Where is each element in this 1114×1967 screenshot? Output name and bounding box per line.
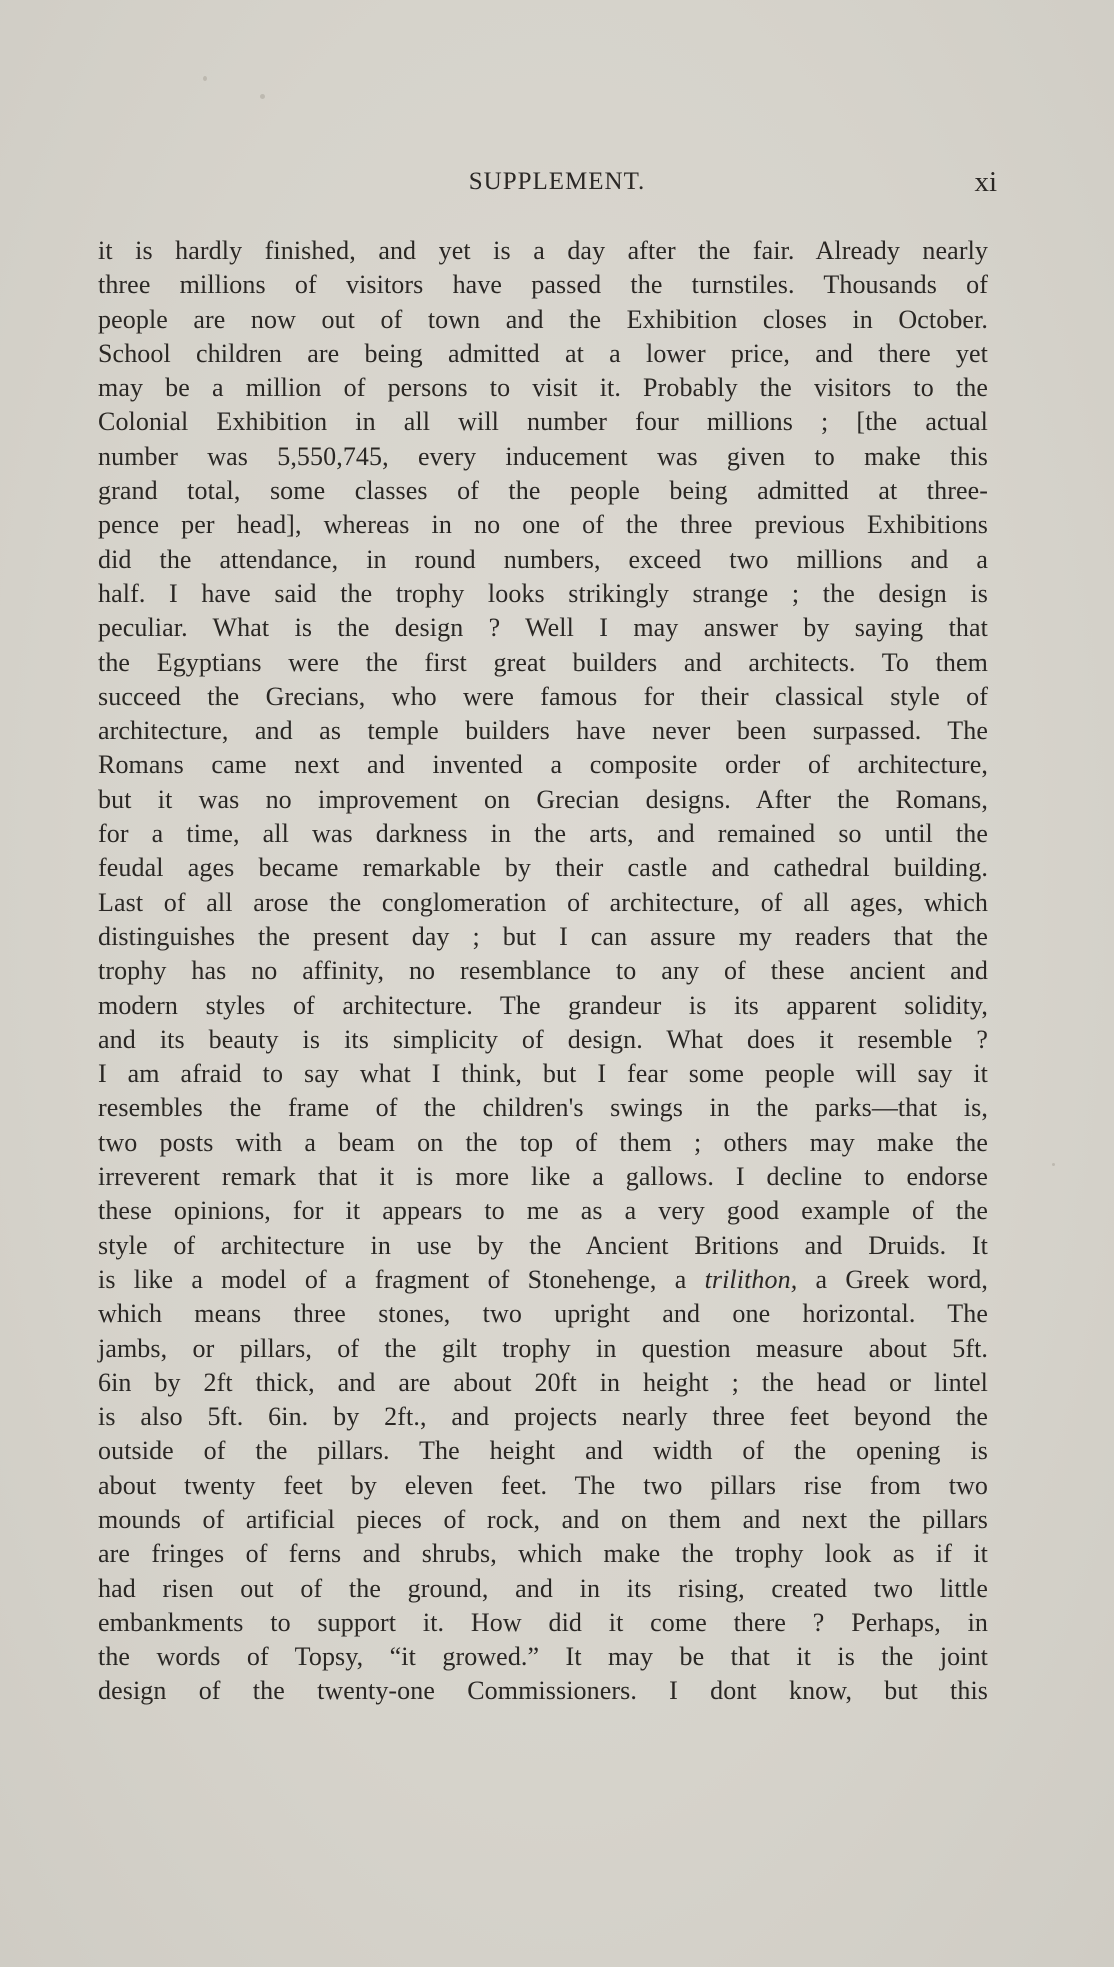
text-line: jambs, or pillars, of the gilt trophy in question measure about 5ft. <box>98 1333 988 1363</box>
text-line: for a time, all was darkness in the arts, and remained so until the <box>98 819 988 849</box>
text-line: design of the twenty-one Commissioners. I dont know, but this <box>98 1676 988 1706</box>
text-line: may be a million of persons to visit it. Probably the visitors to the <box>98 373 988 403</box>
text-line: pence per head], whereas in no one of the three previous Exhibitions <box>98 510 988 540</box>
text-line: feudal ages became remarkable by their castle and cathedral building. <box>98 853 988 883</box>
text-line: resembles the frame of the children's swings in the parks—that is, <box>98 1093 988 1123</box>
text-line: Romans came next and invented a composite order of architecture, <box>98 750 988 780</box>
text-line: 6in by 2ft thick, and are about 20ft in height ; the head or lintel <box>98 1367 988 1397</box>
text-line: these opinions, for it appears to me as a very good example of the <box>98 1196 988 1226</box>
body-text <box>98 234 988 1709</box>
text-line: architecture, and as temple builders have never been surpassed. The <box>98 716 988 746</box>
text-line: had risen out of the ground, and in its rising, created two little <box>98 1573 988 1603</box>
text-line: irreverent remark that it is more like a gallows. I decline to endorse <box>98 1162 988 1192</box>
text-line: style of architecture in use by the Ancient Britions and Druids. It <box>98 1230 988 1260</box>
text-line: two posts with a beam on the top of them ; others may make the <box>98 1127 988 1157</box>
text-line: and its beauty is its simplicity of design. What does it resemble ? <box>98 1024 988 1054</box>
text-line: number was 5,550,745, every inducement was given to make this <box>98 441 988 471</box>
italic-term: trilithon, <box>704 1264 798 1294</box>
text-line: peculiar. What is the design ? Well I may answer by saying that <box>98 613 988 643</box>
text-line: outside of the pillars. The height and width of the opening is <box>98 1436 988 1466</box>
text-line: embankments to support it. How did it come there ? Perhaps, in <box>98 1607 988 1637</box>
text-line: half. I have said the trophy looks strikingly strange ; the design is <box>98 578 988 608</box>
text-line: mounds of artificial pieces of rock, and on them and next the pillars <box>98 1504 988 1534</box>
running-head <box>0 162 1114 202</box>
text-line: School children are being admitted at a lower price, and there yet <box>98 338 988 368</box>
text-line: succeed the Grecians, who were famous for their classical style of <box>98 681 988 711</box>
text-line: the words of Topsy, “it growed.” It may be that it is the joint <box>98 1642 988 1672</box>
text-line: it is hardly finished, and yet is a day after the fair. Already nearly <box>98 236 988 265</box>
text-line: trophy has no affinity, no resemblance to any of these ancient and <box>98 956 988 986</box>
text-line: did the attendance, in round numbers, exceed two millions and a <box>98 544 988 574</box>
text-line-with-italic <box>98 1263 988 1297</box>
text-line: but it was no improvement on Grecian designs. After the Romans, <box>98 784 988 814</box>
text-line: modern styles of architecture. The grandeur is its apparent solidity, <box>98 990 988 1020</box>
text-line: is also 5ft. 6in. by 2ft., and projects nearly three feet beyond the <box>98 1402 988 1432</box>
text-line: I am afraid to say what I think, but I fear some people will say it <box>98 1059 988 1089</box>
text-line: people are now out of town and the Exhibition closes in October. <box>98 304 988 334</box>
paper-speck <box>1052 1163 1055 1166</box>
running-title: SUPPLEMENT. <box>468 168 646 195</box>
text-line: distinguishes the present day ; but I can assure my readers that the <box>98 921 988 951</box>
text-line: are fringes of ferns and shrubs, which make the trophy look as if it <box>98 1539 988 1569</box>
text-line: Last of all arose the conglomeration of architecture, of all ages, which <box>98 887 988 917</box>
text-segment: a Greek word, <box>797 1264 988 1294</box>
paper-speck <box>203 76 207 81</box>
text-line: three millions of visitors have passed the turnstiles. Thousands of <box>98 270 988 300</box>
text-line: which means three stones, two upright and one horizontal. The <box>98 1299 988 1329</box>
text-segment: is like a model of a fragment of Stonehenge, a <box>98 1264 705 1294</box>
paper-speck <box>260 94 265 99</box>
page-number: xi <box>974 166 997 198</box>
text-line: the Egyptians were the first great builders and architects. To them <box>98 647 988 677</box>
text-line: grand total, some classes of the people being admitted at three- <box>98 476 988 506</box>
text-line: Colonial Exhibition in all will number four millions ; [the actual <box>98 407 988 437</box>
text-line: about twenty feet by eleven feet. The two pillars rise from two <box>98 1470 988 1500</box>
